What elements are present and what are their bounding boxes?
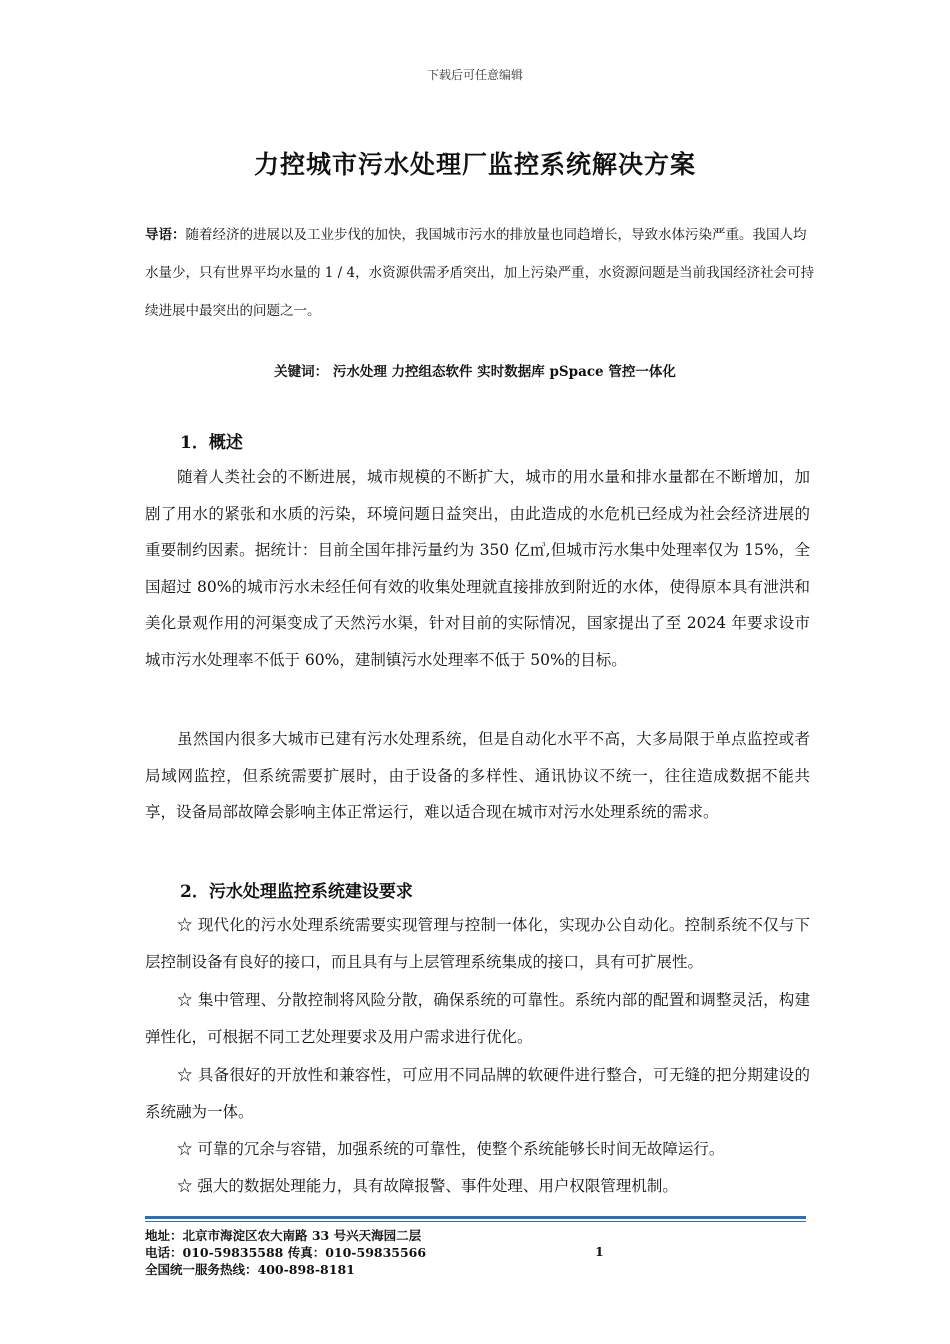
section-2-bullet-4: ☆ 可靠的冗余与容错，加强系统的可靠性，使整个系统能够长时间无故障运行。: [177, 1140, 725, 1158]
footer: [145, 1227, 806, 1278]
header-note: 下载后可任意编辑: [426, 68, 523, 82]
section-1-paragraph-2: 虽然国内很多大城市已建有污水处理系统，但是自动化水平不高，大多局限于单点监控或者局域网监控，但系统需要扩展时，由于设备的多样性、通讯协议不统一，往往造成数据不能共享，设备局部故障会影响主体正常运行，难以适合现在城市对污水处理系统的需求。: [145, 730, 810, 821]
intro-text: 随着经济的进展以及工业步伐的加快，我国城市污水的排放量也同趋增长，导致水体污染严重。我国人均水量少，只有世界平均水量的 1 / 4，水资源供需矛盾突出，加上污染严重，水资源问题是当前我国经济社会可持续进展中最突出的问题之一。: [145, 227, 815, 319]
intro-lead: 导语：: [145, 227, 186, 243]
footer-hotline: 全国统一服务热线：400-898-8181: [145, 1262, 355, 1277]
section-2-bullet-5: ☆ 强大的数据处理能力，具有故障报警、事件处理、用户权限管理机制。: [177, 1177, 678, 1195]
footer-rule-thick: [145, 1216, 806, 1219]
section-2-bullet-1: ☆ 现代化的污水处理系统需要实现管理与控制一体化，实现办公自动化。控制系统不仅与下层控制设备有良好的接口，而且具有与上层管理系统集成的接口，具有可扩展性。: [145, 916, 810, 971]
section-1-paragraph-1: 随着人类社会的不断进展，城市规模的不断扩大，城市的用水量和排水量都在不断增加，加剧了用水的紧张和水质的污染，环境问题日益突出，由此造成的水危机已经成为社会经济进展的重要制约因素。据统计：目前全国年排污量约为 350 亿㎥,但城市污水集中处理率仅为 15%，全国超过 80%的城市污水未经任何有效的收集处理就直接排放到附近的水体，使得原本具有泄洪和美化景观作用的河渠变成了天然污水渠，针对目前的实际情况，国家提出了至 2024 年要求设市城市污水处理率不低于 60%，建制镇污水处理率不低于 50%的目标。: [145, 468, 810, 669]
footer-phone: 电话：010-59835588 传真：010-59835566: [145, 1245, 427, 1260]
section-1-title: 1．概述: [180, 433, 243, 453]
footer-rule-thin: [145, 1221, 806, 1222]
page-number: 1: [595, 1244, 604, 1259]
page-title: 力控城市污水处理厂监控系统解决方案: [253, 150, 696, 179]
keywords-line: 关键词： 污水处理 力控组态软件 实时数据库 pSpace 管控一体化: [274, 364, 676, 380]
section-2-bullet-2: ☆ 集中管理、分散控制将风险分散，确保系统的可靠性。系统内部的配置和调整灵活，构建弹性化，可根据不同工艺处理要求及用户需求进行优化。: [145, 991, 810, 1046]
section-2-title: 2．污水处理监控系统建设要求: [180, 882, 413, 902]
intro-paragraph: [145, 216, 815, 330]
footer-address: 地址：北京市海淀区农大南路 33 号兴天海园二层: [145, 1228, 422, 1243]
section-2-bullet-3: ☆ 具备很好的开放性和兼容性，可应用不同品牌的软硬件进行整合，可无缝的把分期建设的系统融为一体。: [145, 1066, 810, 1121]
